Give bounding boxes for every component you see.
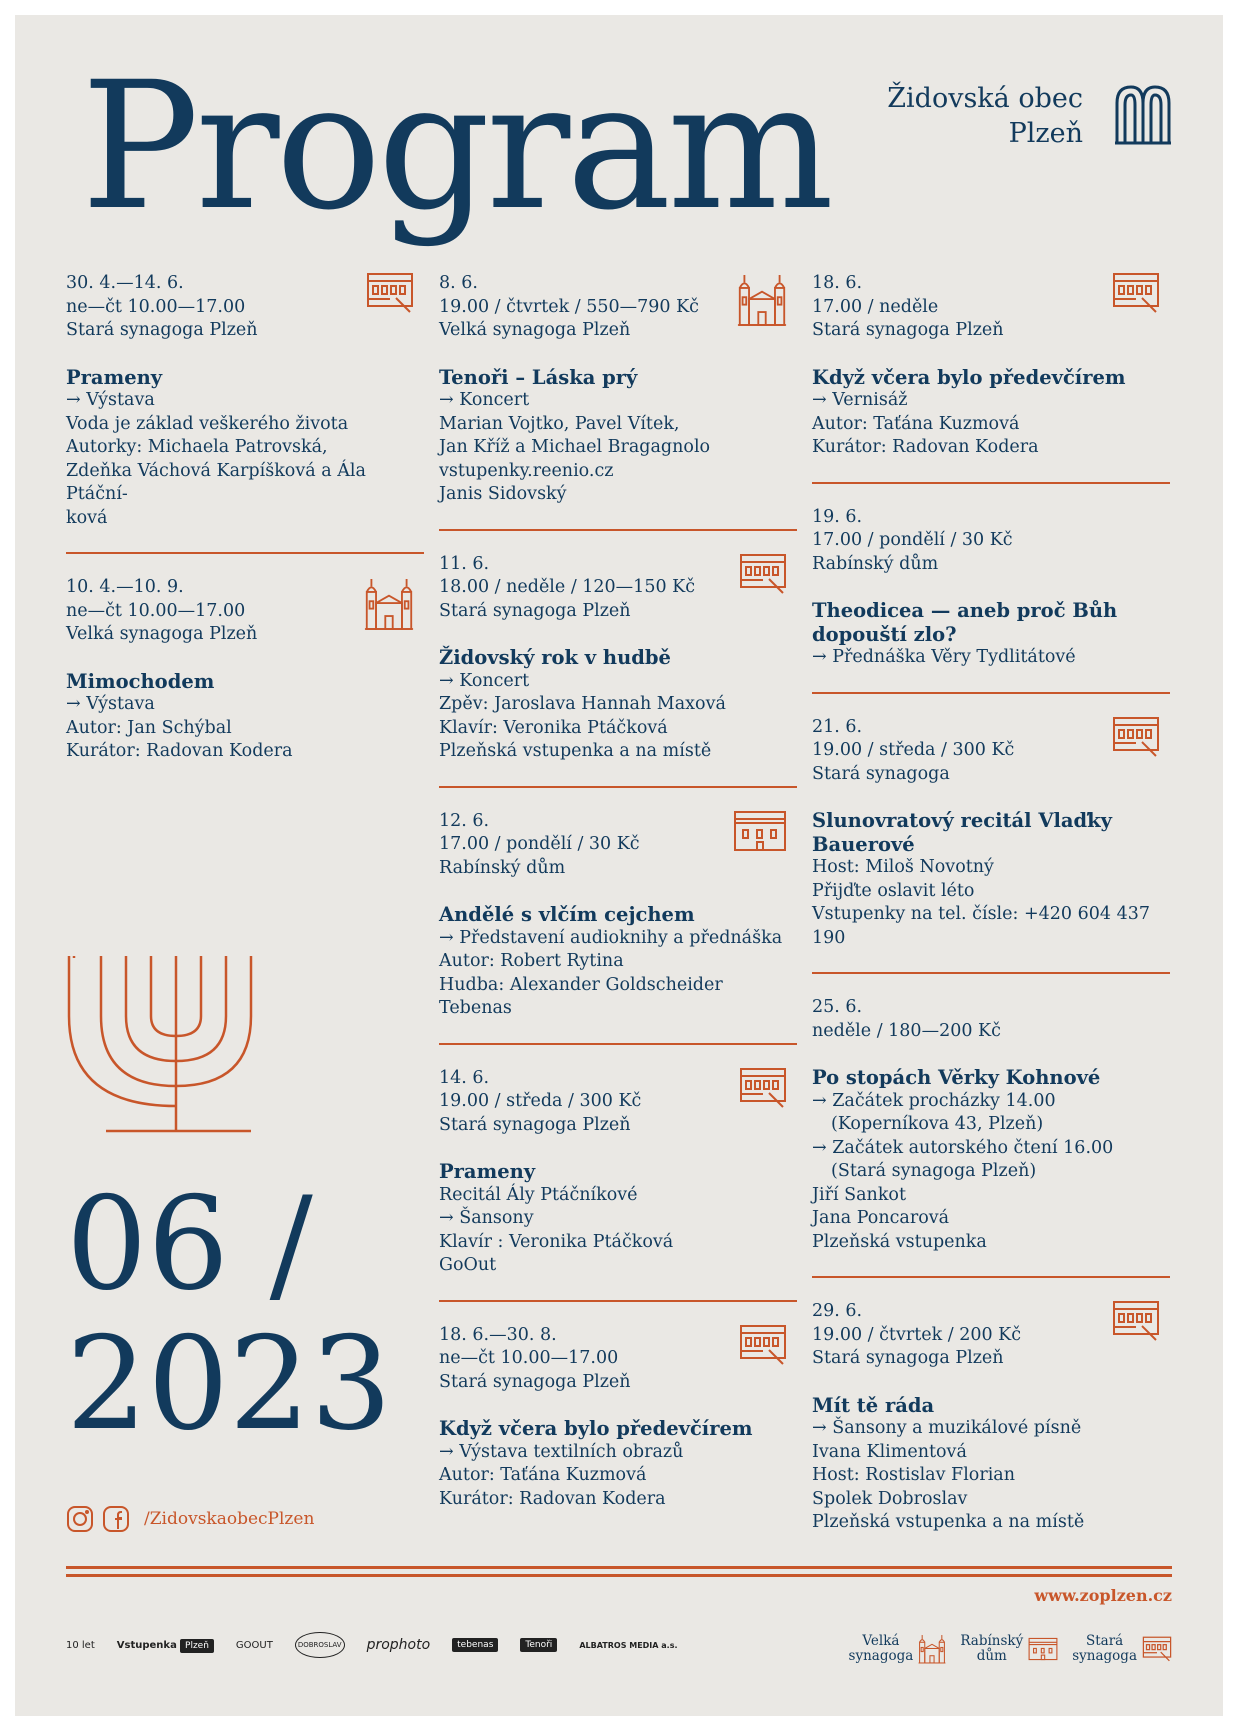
event-title: Po stopách Věrky Kohnové <box>812 1066 1101 1089</box>
event-detail: → Výstava <box>66 390 155 410</box>
footer-rule-top <box>66 1566 1172 1569</box>
event-detail: Recitál Ály Ptáčníkové <box>439 1184 638 1205</box>
event-detail: Klavír: Veronika Ptáčková <box>439 717 668 738</box>
old-synagogue-icon <box>739 1067 787 1109</box>
event-detail: Tebenas <box>439 998 512 1018</box>
event-detail: → Začátek autorského čtení 16.00 <box>812 1137 1114 1158</box>
event-meta: 19. 6. <box>812 506 863 527</box>
event-detail: (Koperníkova 43, Plzeň) <box>831 1114 1044 1134</box>
event-meta: 8. 6. <box>439 273 478 293</box>
event-meta: 19.00 / středa / 300 Kč <box>439 1091 642 1111</box>
event-meta: 18. 6. <box>812 273 863 293</box>
facebook-icon[interactable] <box>102 1505 130 1533</box>
old-synagogue-icon <box>1112 716 1160 758</box>
event-detail: Klavír : Veronika Ptáčková <box>439 1231 674 1252</box>
event-meta: ne—čt 10.00—17.00 <box>439 1348 619 1368</box>
event-detail: Autor: Robert Rytina <box>439 951 624 971</box>
sponsor-logo: Tenoři <box>520 1638 557 1652</box>
event-title: Mít tě ráda <box>812 1393 935 1417</box>
event-detail: Kurátor: Radovan Kodera <box>812 437 1039 457</box>
event-detail: (Stará synagoga Plzeň) <box>831 1161 1037 1181</box>
events-column-3 <box>812 272 1170 1579</box>
event-meta: Velká synagoga Plzeň <box>439 320 631 340</box>
event-meta: Stará synagoga Plzeň <box>812 320 1004 340</box>
event-title: Prameny <box>66 365 163 389</box>
instagram-icon[interactable] <box>66 1505 94 1533</box>
event-card <box>439 810 797 1045</box>
event-title: Andělé s vlčím cejchem <box>439 903 695 926</box>
event-meta: ne—čt 10.00—17.00 <box>66 296 246 317</box>
event-meta: Rabínský dům <box>812 553 939 574</box>
event-meta: 19.00 / čtvrtek / 200 Kč <box>812 1324 1022 1345</box>
event-detail: GoOut <box>439 1255 497 1275</box>
event-meta: Stará synagoga Plzeň <box>439 1371 631 1392</box>
sponsor-logo: Vstupenka Plzeň <box>117 1640 214 1651</box>
social-handle[interactable]: /ZidovskaobecPlzen <box>144 1509 315 1529</box>
sponsor-logo: 10 let <box>66 1639 95 1651</box>
great-synagogue-icon <box>918 1634 946 1664</box>
event-meta: Stará synagoga Plzeň <box>439 1114 631 1135</box>
event-detail: Jana Poncarová <box>812 1208 950 1228</box>
event-title: Theodicea — aneb proč Bůh dopouští zlo? <box>812 599 1118 646</box>
event-detail: Autor: Taťána Kuzmová <box>812 413 1020 434</box>
event-title: Když včera bylo předevčírem <box>812 365 1126 389</box>
sponsor-logos <box>66 1632 678 1658</box>
event-detail: Marian Vojtko, Pavel Vítek, <box>439 413 680 434</box>
event-detail: Jan Kříž a Michael Bragagnolo <box>439 437 711 457</box>
event-detail: Vstupenky na tel. čísle: +420 604 437 190 <box>812 904 1150 948</box>
event-meta: 19.00 / čtvrtek / 550—790 Kč <box>439 296 699 317</box>
event-meta: Stará synagoga Plzeň <box>439 600 631 621</box>
event-detail: Zpěv: Jaroslava Hannah Maxová <box>439 694 726 714</box>
event-meta: 17.00 / neděle <box>812 296 939 317</box>
event-card <box>66 272 424 554</box>
event-detail: Host: Miloš Novotný <box>812 857 994 877</box>
rabbi-house-icon <box>1028 1637 1058 1661</box>
sponsor-logo: GOOUT <box>235 1639 273 1651</box>
social-links <box>66 1505 314 1533</box>
event-detail: → Vernisáž <box>812 390 908 410</box>
org-line-1: Židovská obec <box>887 83 1083 114</box>
great-synagogue-icon <box>737 272 787 328</box>
event-detail: Přijďte oslavit léto <box>812 880 975 901</box>
rabbi-house-icon <box>733 810 787 852</box>
event-detail: ková <box>66 507 108 528</box>
event-meta: 19.00 / středa / 300 Kč <box>812 740 1015 760</box>
event-card <box>66 576 424 786</box>
event-meta: 17.00 / pondělí / 30 Kč <box>439 834 640 854</box>
sponsor-logo: DOBROSLAV <box>295 1632 345 1658</box>
event-meta: 18.00 / neděle / 120—150 Kč <box>439 577 696 597</box>
event-card <box>439 553 797 788</box>
month-line-2: 2023 <box>66 1310 392 1459</box>
event-detail: → Začátek procházky 14.00 <box>812 1090 1056 1111</box>
old-synagogue-icon <box>1112 1300 1160 1342</box>
legend-rabbi-house: Rabínský dům <box>960 1634 1058 1664</box>
footer-rule-bottom <box>66 1574 1172 1577</box>
old-synagogue-icon <box>739 553 787 595</box>
tablets-logo-icon <box>1113 83 1173 145</box>
event-card <box>812 716 1170 975</box>
event-detail: vstupenky.reenio.cz <box>439 460 614 481</box>
org-line-2: Plzeň <box>1008 118 1083 149</box>
event-card <box>439 1067 797 1302</box>
event-detail: Janis Sidovský <box>439 484 567 504</box>
event-detail: Host: Rostislav Florian <box>812 1465 1015 1485</box>
event-detail: Autor: Taťána Kuzmová <box>439 1465 647 1485</box>
event-detail: Spolek Dobroslav <box>812 1488 968 1509</box>
old-synagogue-icon <box>739 1324 787 1366</box>
event-detail: Jiří Sankot <box>812 1184 907 1205</box>
event-title: Slunovratový recitál Vlaďky Bauerové <box>812 809 1113 856</box>
old-synagogue-icon <box>1112 272 1160 314</box>
website-link[interactable]: www.zoplzen.cz <box>1034 1586 1172 1605</box>
event-detail: Kurátor: Radovan Kodera <box>66 741 293 761</box>
event-meta: 18. 6.—30. 8. <box>439 1324 557 1345</box>
legend-old-synagogue: Stará synagoga <box>1072 1634 1172 1664</box>
event-detail: → Šansony a muzikálové písně <box>812 1418 1082 1438</box>
event-title: Mimochodem <box>66 669 215 693</box>
menorah-icon <box>66 956 256 1136</box>
event-meta: Velká synagoga Plzeň <box>66 624 258 644</box>
event-card <box>812 506 1170 694</box>
event-meta: Stará synagoga Plzeň <box>66 320 258 340</box>
event-meta: Stará synagoga <box>812 763 950 784</box>
great-synagogue-icon <box>364 576 414 632</box>
event-card <box>812 272 1170 484</box>
event-card <box>439 272 797 531</box>
old-synagogue-icon <box>366 272 414 314</box>
event-meta: 21. 6. <box>812 716 863 737</box>
old-synagogue-icon <box>1142 1636 1172 1662</box>
event-detail: → Šansony <box>439 1208 534 1228</box>
event-meta: Stará synagoga Plzeň <box>812 1348 1004 1368</box>
sponsor-logo: ALBATROS MEDIA a.s. <box>579 1640 678 1650</box>
event-title: Když včera bylo předevčírem <box>439 1417 753 1440</box>
event-detail: → Přednáška Věry Tydlitátové <box>812 647 1076 667</box>
event-detail: Autorky: Michaela Patrovská, <box>66 437 328 457</box>
sponsor-logo: tebenas <box>452 1638 498 1652</box>
event-meta: 12. 6. <box>439 810 490 831</box>
event-card <box>812 996 1170 1278</box>
events-column-2 <box>439 272 797 1555</box>
organization-name <box>887 81 1083 151</box>
event-title: Tenoři – Láska prý <box>439 365 638 389</box>
event-detail: → Výstava <box>66 694 155 714</box>
event-detail: → Koncert <box>439 390 530 410</box>
event-detail: → Představení audioknihy a přednáška <box>439 927 783 948</box>
event-meta: 11. 6. <box>439 553 490 574</box>
event-detail: Hudba: Alexander Goldscheider <box>439 974 723 995</box>
event-meta: 29. 6. <box>812 1301 863 1321</box>
month-line-1: 06 / <box>66 1170 313 1319</box>
event-meta: 25. 6. <box>812 997 863 1017</box>
event-card <box>439 1324 797 1534</box>
event-meta: 30. 4.—14. 6. <box>66 273 184 293</box>
event-title: Prameny <box>439 1160 536 1183</box>
event-title: Židovský rok v hudbě <box>439 646 671 669</box>
event-meta: Rabínský dům <box>439 857 566 878</box>
venue-legend <box>849 1634 1172 1664</box>
event-detail: → Koncert <box>439 670 530 691</box>
page-title: Program <box>81 44 831 249</box>
event-detail: Plzeňská vstupenka a na místě <box>439 741 712 761</box>
event-card <box>812 1300 1170 1557</box>
event-meta: 10. 4.—10. 9. <box>66 577 184 597</box>
events-column-1 <box>66 272 424 808</box>
legend-great-synagogue: Velká synagoga <box>849 1634 947 1664</box>
event-meta: ne—čt 10.00—17.00 <box>66 600 246 621</box>
month-label <box>66 1170 392 1459</box>
event-detail: Plzeňská vstupenka a na místě <box>812 1512 1085 1532</box>
event-detail: Ivana Klimentová <box>812 1441 967 1462</box>
event-meta: 14. 6. <box>439 1067 490 1088</box>
event-detail: Voda je základ veškerého života <box>66 413 349 434</box>
event-meta: neděle / 180—200 Kč <box>812 1020 1001 1041</box>
event-meta: 17.00 / pondělí / 30 Kč <box>812 530 1013 550</box>
event-detail: Autor: Jan Schýbal <box>66 717 232 738</box>
event-detail: → Výstava textilních obrazů <box>439 1441 684 1462</box>
event-detail: Plzeňská vstupenka <box>812 1231 987 1252</box>
event-detail: Zdeňka Váchová Karpíšková a Ála Ptáční- <box>66 460 366 504</box>
sponsor-logo: prophoto <box>366 1637 431 1653</box>
event-detail: Kurátor: Radovan Kodera <box>439 1488 666 1509</box>
